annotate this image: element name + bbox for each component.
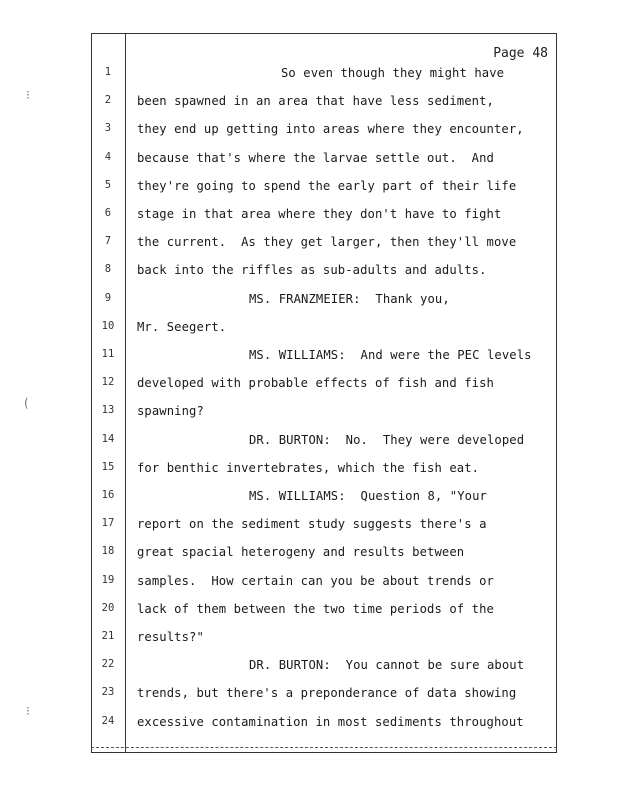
line-text: results?" — [137, 630, 204, 644]
line-number: 12 — [101, 376, 115, 389]
line-number: 5 — [104, 178, 112, 191]
line-text: MS. WILLIAMS: And were the PEC levels — [249, 348, 532, 362]
transcript-line — [0, 658, 618, 678]
line-number: 20 — [101, 601, 115, 614]
scan-mark: ( — [24, 396, 29, 410]
transcript-line — [0, 517, 618, 537]
line-text: MS. FRANZMEIER: Thank you, — [249, 291, 450, 306]
line-text: DR. BURTON: You cannot be sure about — [249, 658, 525, 673]
line-text: for benthic invertebrates, which the fish eat. — [137, 460, 480, 475]
transcript-line — [0, 574, 618, 594]
line-text: trends, but there's a preponderance of data showing — [137, 686, 517, 701]
transcript-line — [0, 320, 618, 340]
transcript-line — [0, 545, 618, 565]
line-number: 3 — [104, 122, 112, 135]
line-number: 1 — [104, 66, 112, 78]
line-number: 13 — [101, 404, 115, 417]
transcript-line — [0, 94, 618, 114]
transcript-line — [0, 489, 618, 509]
line-number: 24 — [101, 714, 115, 727]
line-number: 7 — [104, 235, 112, 248]
line-number: 6 — [104, 207, 112, 219]
transcript-line — [0, 235, 618, 255]
line-text: excessive contamination in most sediments throughout — [137, 714, 524, 729]
transcript-line — [0, 263, 618, 283]
transcript-line — [0, 207, 618, 227]
line-text: they're going to spend the early part of their life — [137, 178, 517, 193]
line-text: MS. WILLIAMS: Question 8, "Your — [249, 489, 487, 503]
transcript-line — [0, 715, 618, 735]
line-number: 16 — [101, 489, 115, 501]
line-text: spawning? — [137, 404, 204, 419]
line-text: samples. How certain can you be about trends or — [137, 573, 494, 588]
line-number: 19 — [101, 573, 115, 586]
line-text: they end up getting into areas where they encounter, — [137, 122, 524, 137]
transcript-line — [0, 433, 618, 453]
line-text: developed with probable effects of fish and fish — [137, 376, 494, 391]
transcript-line — [0, 376, 618, 396]
transcript-line — [0, 686, 618, 706]
transcript-line — [0, 348, 618, 368]
line-number: 2 — [104, 94, 112, 107]
transcript-line — [0, 122, 618, 142]
transcript-line — [0, 630, 618, 650]
transcript-line — [0, 179, 618, 199]
transcript-line — [0, 602, 618, 622]
line-number: 4 — [104, 150, 112, 163]
line-text: great spacial heterogeny and results between — [137, 545, 465, 560]
line-text: lack of them between the two time periods of the — [137, 601, 494, 616]
line-number: 15 — [101, 460, 115, 473]
line-number: 23 — [101, 686, 115, 699]
line-number: 8 — [104, 263, 112, 276]
line-text: DR. BURTON: No. They were developed — [249, 432, 525, 447]
line-text: the current. As they get larger, then they'll move — [137, 235, 517, 250]
line-number: 9 — [104, 291, 112, 304]
line-number: 21 — [101, 630, 115, 642]
line-number: 10 — [101, 319, 115, 332]
line-text: So even though they might have — [281, 66, 505, 80]
line-text: been spawned in an area that have less sediment, — [137, 94, 494, 109]
line-text: Mr. Seegert. — [137, 319, 227, 334]
transcript-line — [0, 461, 618, 481]
scan-mark: ⁝ — [26, 704, 30, 718]
bottom-rule — [91, 747, 557, 749]
line-number: 22 — [101, 658, 115, 671]
transcript-line — [0, 404, 618, 424]
line-number: 14 — [101, 432, 115, 445]
page-number: Page 48 — [493, 46, 548, 61]
line-number: 17 — [101, 517, 115, 530]
transcript-line — [0, 151, 618, 171]
line-text: stage in that area where they don't have to fight — [137, 207, 502, 221]
line-text: because that's where the larvae settle out. And — [137, 150, 494, 165]
transcript-line — [0, 292, 618, 312]
line-number: 11 — [101, 348, 115, 360]
line-text: back into the riffles as sub-adults and adults. — [137, 263, 487, 278]
scan-mark: ⁝ — [26, 88, 30, 102]
transcript-line — [0, 66, 618, 86]
line-number: 18 — [101, 545, 115, 558]
line-text: report on the sediment study suggests there's a — [137, 517, 487, 532]
